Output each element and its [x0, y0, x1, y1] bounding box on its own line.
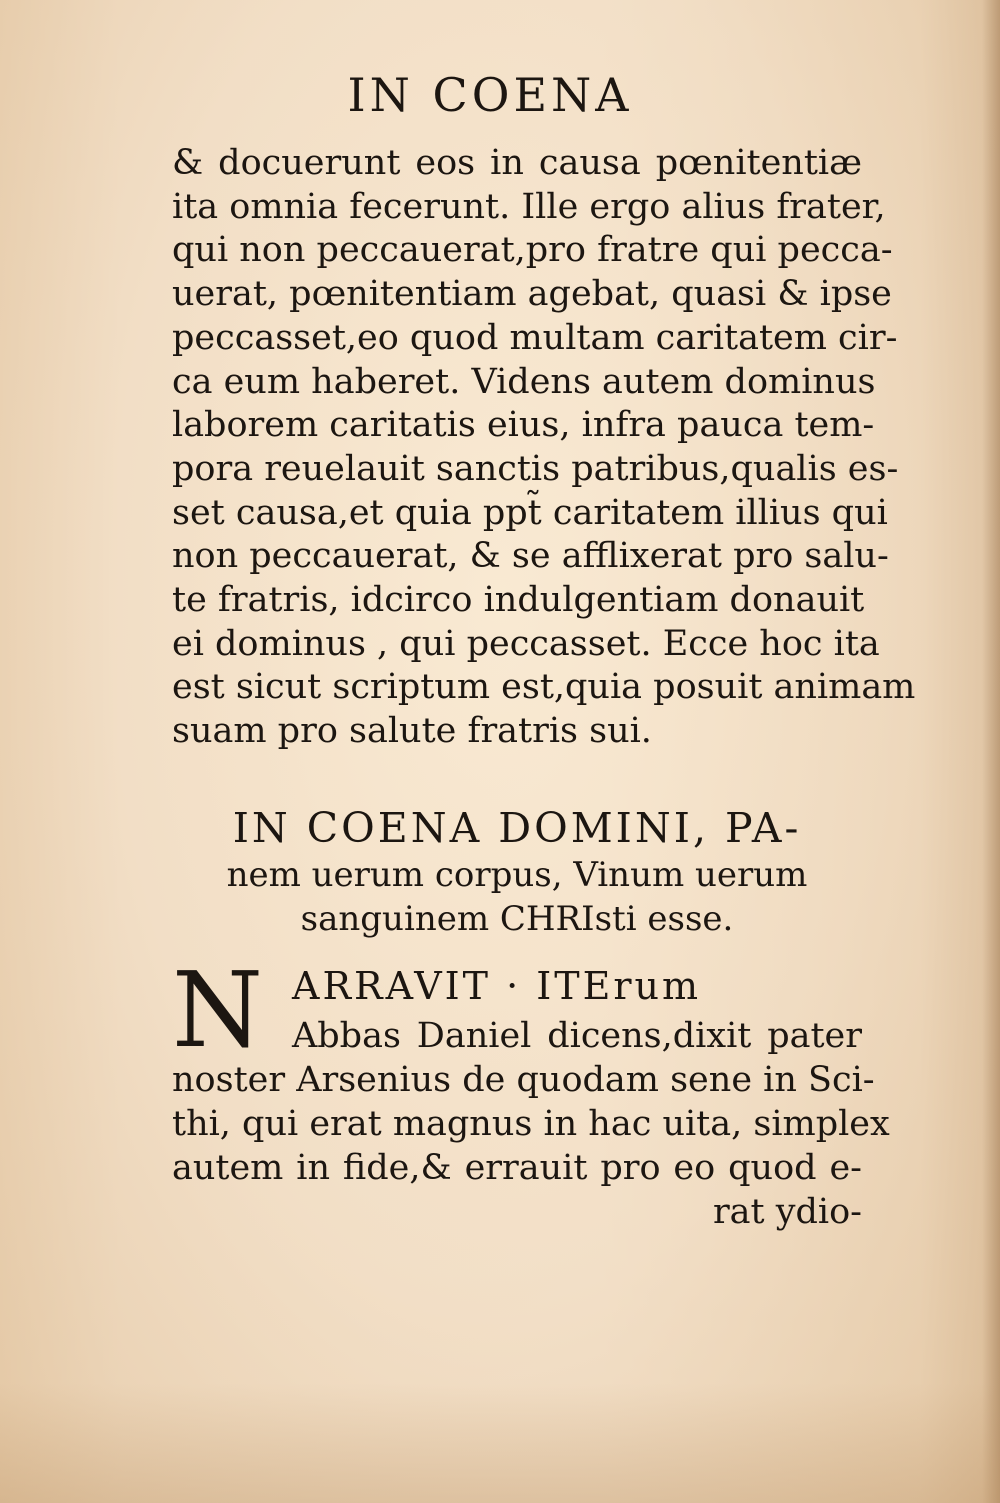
- text-line: pora reuelauit sanctis patribus,qualis es-: [172, 448, 899, 489]
- drop-cap-initial: N: [172, 949, 263, 1071]
- section-heading-line: sanguinem CHRIsti esse.: [300, 899, 734, 939]
- main-text-block: [172, 142, 916, 754]
- text-line: uerat, pœnitentiam agebat, quasi & ipse: [172, 274, 892, 315]
- narrative-text: [172, 1058, 890, 1234]
- text-line: rat ydio-: [712, 1192, 862, 1232]
- page-edge-shadow: [982, 0, 1000, 1503]
- text-line: suam pro salute fratris sui.: [172, 711, 652, 752]
- text-line: ita omnia fecerunt. Ille ergo alius frater,: [172, 186, 886, 227]
- narrative-opening-line: ARRAVIT · ITErum: [292, 964, 702, 1008]
- text-line: autem in fide,& errauit pro eo quod e-: [172, 1148, 862, 1188]
- text-line: & docuerunt eos in causa pœnitentiæ: [172, 143, 862, 183]
- section-heading: [172, 803, 862, 941]
- text-line: set causa,et quia ppt̃ caritatem illius qui: [172, 492, 888, 533]
- section-heading-line: IN COENA DOMINI, PA-: [232, 804, 802, 852]
- text-line: ei dominus , qui peccasset. Ecce hoc ita: [172, 623, 880, 664]
- text-line: laborem caritatis eius, infra pauca tem-: [172, 405, 875, 446]
- text-line: te fratris, idcirco indulgentiam donauit: [172, 580, 865, 621]
- text-line: noster Arsenius de quodam sene in Sci-: [172, 1060, 875, 1100]
- section-heading-line: nem uerum corpus, Vinum uerum: [226, 855, 808, 895]
- text-line: est sicut scriptum est,quia posuit animam: [172, 667, 916, 708]
- text-line: peccasset,eo quod multam caritatem cir-: [172, 317, 898, 358]
- page-bottom-shadow: [0, 1383, 1000, 1503]
- text-line: non peccauerat, & se afflixerat pro salu-: [172, 536, 889, 577]
- running-header: IN COENA: [347, 68, 633, 122]
- text-line: ca eum haberet. Videns autem dominus: [172, 361, 876, 402]
- text-line: qui non peccauerat,pro fratre qui pecca-: [172, 230, 893, 271]
- narrative-second-line: Abbas Daniel dicens,dixit pater: [292, 1016, 862, 1056]
- text-line: thi, qui erat magnus in hac uita, simplex: [172, 1104, 890, 1144]
